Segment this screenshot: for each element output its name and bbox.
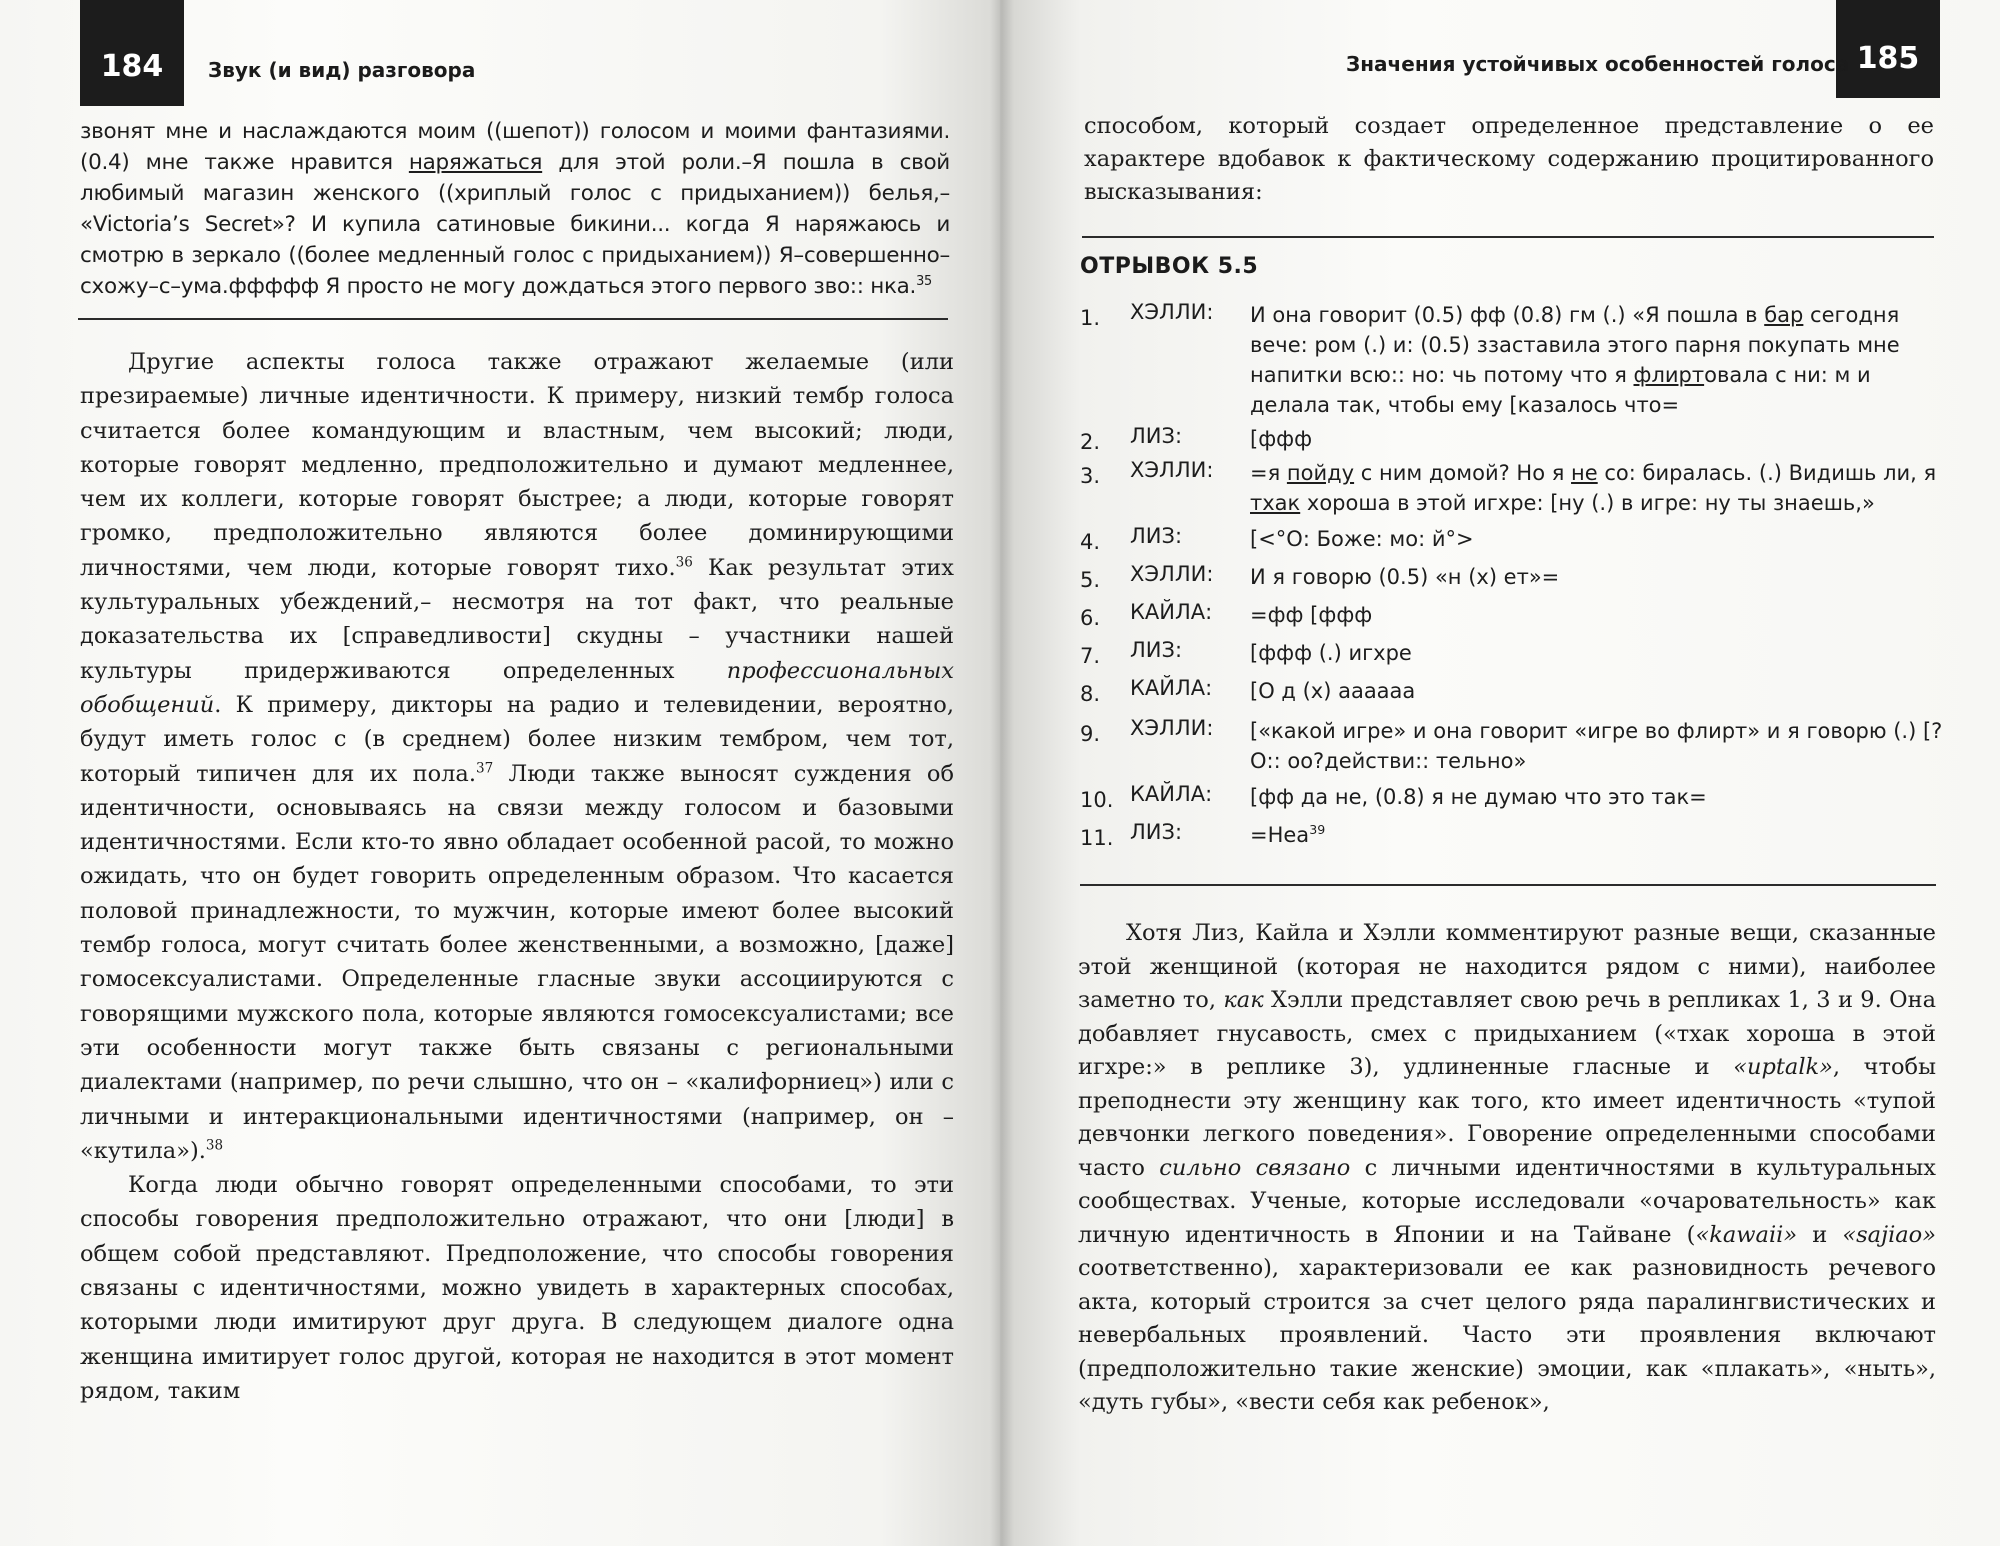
speaker: ЛИЗ: — [1130, 820, 1183, 844]
utterance: [ффф — [1250, 427, 1313, 451]
quote-underlined-word: наряжаться — [408, 150, 543, 175]
line-number: 8. — [1080, 682, 1101, 706]
quote-text-2: для этой роли.–Я пошла в свой любимый магазин женского ((хриплый голос с придыханием)) белья,– «Victoria’s Secret»? И купила сатиновые бикини... когда Я наряжаюсь и смотрю в зеркало ((более медленный голос с придыханием)) Я–совершенно–схожу–с–ума.ффффф Я просто не могу дождаться этого первого зво:: нка. — [80, 150, 950, 299]
speaker: ЛИЗ: — [1130, 638, 1183, 662]
footnote-ref-37: 37 — [476, 760, 494, 777]
page-number-left: 184 — [80, 0, 184, 106]
footnote-ref-38: 38 — [205, 1137, 224, 1154]
transcript-line — [1080, 600, 1950, 638]
paragraph: способом, который создает определенное представление о ее характере вдобавок к фактическому содержанию процитированного высказывания: — [1084, 113, 1934, 205]
utterance: И она говорит (0.5) фф (0.8) гм (.) «Я пошла в бар сегодня вече: ром (.) и: (0.5) ззаставила этого парня покупать мне напитки всю:: но: чь потому что я флиртовала с ни: м и делала так, чтобы ему [казалось что= — [1250, 303, 1900, 417]
transcript-line — [1080, 716, 1950, 782]
speaker: ХЭЛЛИ: — [1130, 562, 1214, 586]
para-text: . К примеру, дикторы на радио и телевидении, вероятно, будут иметь голос с (в среднем) более низким тембром, чем тот, который типичен для их пола. — [80, 691, 954, 787]
speaker: КАЙЛА: — [1130, 676, 1213, 700]
transcript — [1080, 300, 1950, 858]
page-number-right: 185 — [1836, 0, 1940, 98]
footnote-ref-35: 35 — [916, 273, 932, 289]
line-number: 3. — [1080, 464, 1101, 488]
speaker: ХЭЛЛИ: — [1130, 716, 1214, 740]
paragraph — [80, 345, 954, 1168]
line-number: 2. — [1080, 430, 1101, 454]
right-page — [1000, 0, 2000, 1546]
transcript-line — [1080, 820, 1950, 858]
transcript-line — [1080, 638, 1950, 676]
body-text-right-top — [1084, 110, 1934, 209]
transcript-line — [1080, 300, 1950, 424]
utterance: [<°О: Боже: мо: й°> — [1250, 527, 1474, 551]
transcript-line — [1080, 524, 1950, 562]
running-head-right: Значения устойчивых особенностей голоса — [1346, 52, 1850, 76]
paragraph: Хотя Лиз, Кайла и Хэлли комментируют разные вещи, сказанные этой женщиной (которая не находится рядом с ними), наиболее заметно то, как Хэлли представляет свою речь в репликах 1, 3 и 9. Она добавляет гнусавость, смех с придыханием («тхак хороша в этой игхре:» в реплике 3), удлиненные гласные и «uptalk», чтобы преподнести эту женщину как того, кто имеет идентичность «тупой девчонки легкого поведения». Говорение определенными способами часто сильно связано с личными идентичностями в культуральных сообществах. Ученые, которые исследовали «очаровательность» как личную идентичность в Японии и на Тайване («kawaii» и «sajiao» соответственно), характеризовали ее как разновидность речевого акта, который строится за счет целого ряда паралингвистических и невербальных проявлений. Часто эти проявления включают (предположительно такие женские) эмоции, как «плакать», «ныть», «дуть губы», «вести себя как ребенок», — [1078, 920, 1936, 1415]
transcript-line — [1080, 424, 1950, 458]
speaker: ХЭЛЛИ: — [1130, 300, 1214, 324]
line-number: 5. — [1080, 568, 1101, 592]
speaker: КАЙЛА: — [1130, 782, 1213, 806]
utterance: [«какой игре» и она говорит «игре во флирт» и я говорю (.) [? О:: оо?действи:: тельно» — [1250, 719, 1943, 773]
utterance: И я говорю (0.5) «н (х) ет»= — [1250, 565, 1560, 589]
paragraph: Когда люди обычно говорят определенными способами, то эти способы говорения предположительно отражают, что они [люди] в общем собой представляют. Предположение, что способы говорения связаны с идентичностями, можно увидеть в характерных способах, которыми люди имитируют друг друга. В следующем диалоге одна женщина имитирует голос другой, которая не находится в этот момент рядом, таким — [80, 1172, 954, 1404]
speaker: КАЙЛА: — [1130, 600, 1213, 624]
divider-rule — [1080, 884, 1936, 886]
speaker: ХЭЛЛИ: — [1130, 458, 1214, 482]
quote-text-1: звонят мне и наслаждаются моим ((шепот)) голосом и моими фантазиями. (0.4) мне также нравится — [80, 119, 950, 175]
book-spine-shadow — [990, 0, 1014, 1546]
para-text: Люди также выносят суждения об идентичности, основываясь на связи между голосом и базовыми идентичностями. Если кто-то явно обладает особенной расой, то можно ожидать, что он будет говорить определенным образом. Что касается половой принадлежности, то мужчин, которые имеют более высокий тембр голоса, могут считать более женственными, а возможно, [даже] гомосексуалистами. Определенные гласные звуки ассоциируются с говорящими мужского пола, которые являются гомосексуалистами; все эти особенности могут также быть связаны с региональными диалектами (например, по речи слышно, что он – «калифорниец») или с личными и интеракциональными идентичностями (например, он – «кутила»). — [80, 760, 955, 1164]
utterance: =фф [ффф — [1250, 603, 1373, 627]
speaker: ЛИЗ: — [1130, 524, 1183, 548]
line-number: 4. — [1080, 530, 1101, 554]
utterance: [О д (х) аааааа — [1250, 679, 1416, 703]
utterance: [ффф (.) игхре — [1250, 641, 1412, 665]
transcript-line — [1080, 562, 1950, 600]
body-text-right — [1078, 917, 1936, 1420]
quoted-passage — [80, 116, 950, 302]
italic-term: профессиональных обобщений — [80, 657, 954, 718]
line-number: 11. — [1080, 826, 1114, 850]
body-text-left — [80, 345, 954, 1408]
transcript-line — [1080, 782, 1950, 820]
utterance: =Неа$^{39}$ — [1250, 822, 1326, 847]
running-head-left: Звук (и вид) разговора — [208, 58, 476, 82]
line-number: 7. — [1080, 644, 1101, 668]
speaker: ЛИЗ: — [1130, 424, 1183, 448]
line-number: 9. — [1080, 722, 1101, 746]
transcript-line — [1080, 458, 1950, 524]
utterance: =я пойду с ним домой? Но я не со: биралась. (.) Видишь ли, я тхак хороша в этой игхре: [ну (.) в игре: ну ты знаешь,» — [1250, 461, 1937, 515]
divider-rule — [78, 318, 948, 320]
line-number: 6. — [1080, 606, 1101, 630]
line-number: 1. — [1080, 306, 1101, 330]
line-number: 10. — [1080, 788, 1114, 812]
utterance: [фф да не, (0.8) я не думаю что это так= — [1250, 785, 1707, 809]
divider-rule — [1082, 236, 1934, 238]
footnote-ref-39: 39 — [1309, 822, 1326, 837]
footnote-ref-36: 36 — [675, 554, 693, 571]
transcript-line — [1080, 676, 1950, 716]
excerpt-title: ОТРЫВОК 5.5 — [1080, 254, 1259, 279]
para-text: Другие аспекты голоса также отражают желаемые (или презираемые) личные идентичности. К примеру, низкий тембр голоса считается более командующим и властным, чем высокий; люди, которые говорят медленно, предположительно и думают медленнее, чем их коллеги, которые говорят быстрее; а люди, которые говорят громко, предположительно являются более доминирующими личностями, чем люди, которые говорят тихо. — [80, 349, 954, 581]
para-text: Как результат этих культуральных убеждений,– несмотря на тот факт, что реальные доказательства их [справедливости] скудны – участники нашей культуры придерживаются определенных — [80, 554, 954, 684]
